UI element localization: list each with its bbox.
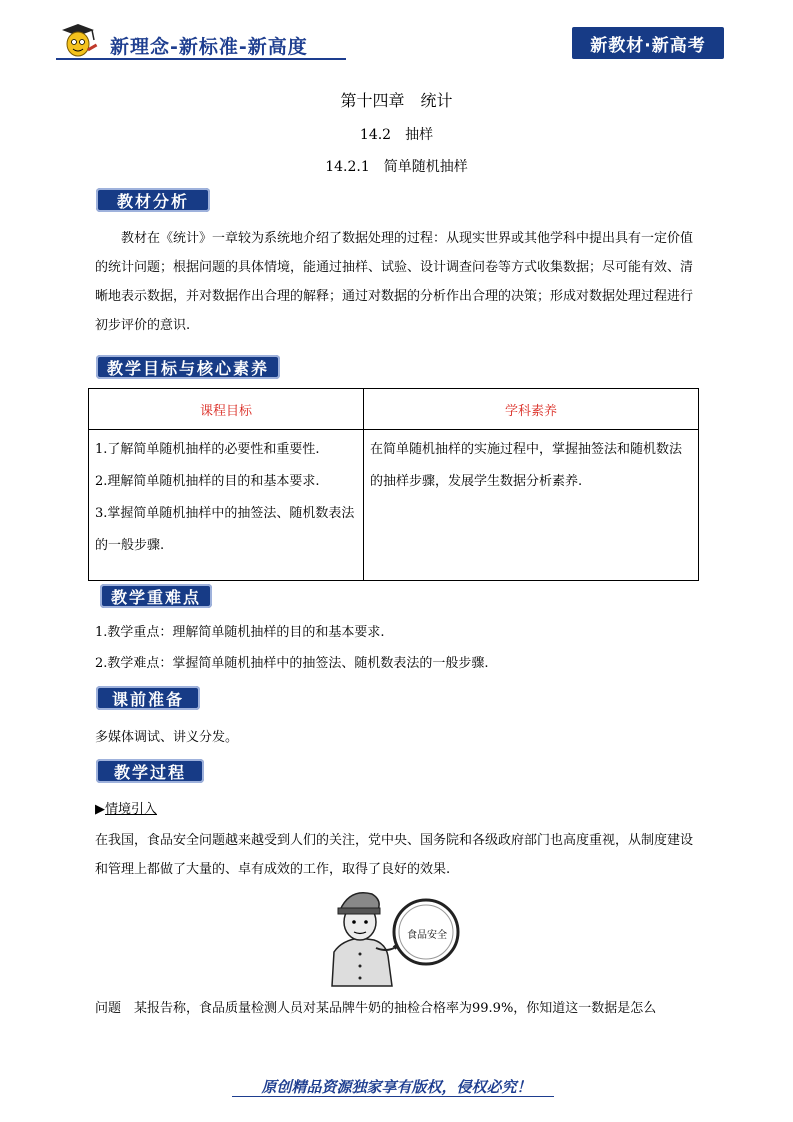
- question-paragraph: 问题 某报告称，食品质量检测人员对某品牌牛奶的抽检合格率为99.9%，你知道这一数据是怎么: [95, 1001, 657, 1016]
- process-subheading: [95, 798, 157, 817]
- course-goal-item: 3.掌握简单随机抽样中的抽签法、随机数表法的一般步骤.: [95, 506, 355, 553]
- course-goal-item: 2.理解简单随机抽样的目的和基本要求.: [95, 474, 320, 489]
- literacy-cell: [364, 430, 699, 581]
- section-tag-process: 教学过程: [96, 759, 204, 783]
- header-divider: [56, 58, 346, 60]
- food-safety-label: 食品安全: [407, 930, 447, 941]
- section-tag-keypoints: 教学重难点: [100, 584, 212, 608]
- goals-table: [88, 388, 699, 581]
- chapter-title: 第十四章 统计: [340, 91, 453, 110]
- mascot-logo-icon: [54, 22, 102, 62]
- intro-paragraph: 在我国，食品安全问题越来越受到人们的关注，党中央、国务院和各级政府部门也高度重视，从制度建设和管理上都做了大量的、卓有成效的工作，取得了良好的效果.: [95, 833, 694, 877]
- analysis-paragraph: 教材在《统计》一章较为系统地介绍了数据处理的过程：从现实世界或其他学科中提出具有一定价值的统计问题；根据问题的具体情境，能通过抽样、试验、设计调查问卷等方式收集数据；尽可能有效、清晰地表示数据，并对数据作出合理的解释；通过对数据的分析作出合理的决策；形成对数据处理过程进行初步评价的意识.: [95, 231, 694, 333]
- process-subheading-label: 情境引入: [105, 802, 158, 817]
- goals-header-literacy: 学科素养: [364, 389, 699, 430]
- literacy-text: 在简单随机抽样的实施过程中，掌握抽签法和随机数法的抽样步骤，发展学生数据分析素养.: [370, 442, 683, 489]
- triangle-right-icon: ▶: [95, 802, 105, 817]
- header-slogan: 新理念-新标准-新高度: [110, 36, 308, 58]
- header-badge: 新教材·新高考: [572, 27, 724, 59]
- section-tag-analysis: 教材分析: [96, 188, 210, 212]
- copyright-footer: 原创精品资源独家享有版权，侵权必究！: [261, 1078, 532, 1096]
- section-tag-preparation: 课前准备: [96, 686, 200, 710]
- footer-underline: [232, 1096, 554, 1097]
- course-goal-item: 1.了解简单随机抽样的必要性和重要性.: [95, 442, 320, 457]
- course-goals-cell: [89, 430, 364, 581]
- subsection-title: 14.2.1 简单随机抽样: [325, 159, 468, 175]
- section-title: 14.2 抽样: [359, 127, 434, 143]
- goals-header-course: 课程目标: [89, 389, 364, 430]
- keypoint-item: 2.教学难点：掌握简单随机抽样中的抽签法、随机数表法的一般步骤.: [95, 656, 489, 671]
- keypoint-item: 1.教学重点：理解简单随机抽样的目的和基本要求.: [95, 625, 385, 640]
- preparation-text: 多媒体调试、讲义分发。: [95, 730, 239, 745]
- section-tag-goals: 教学目标与核心素养: [96, 355, 280, 379]
